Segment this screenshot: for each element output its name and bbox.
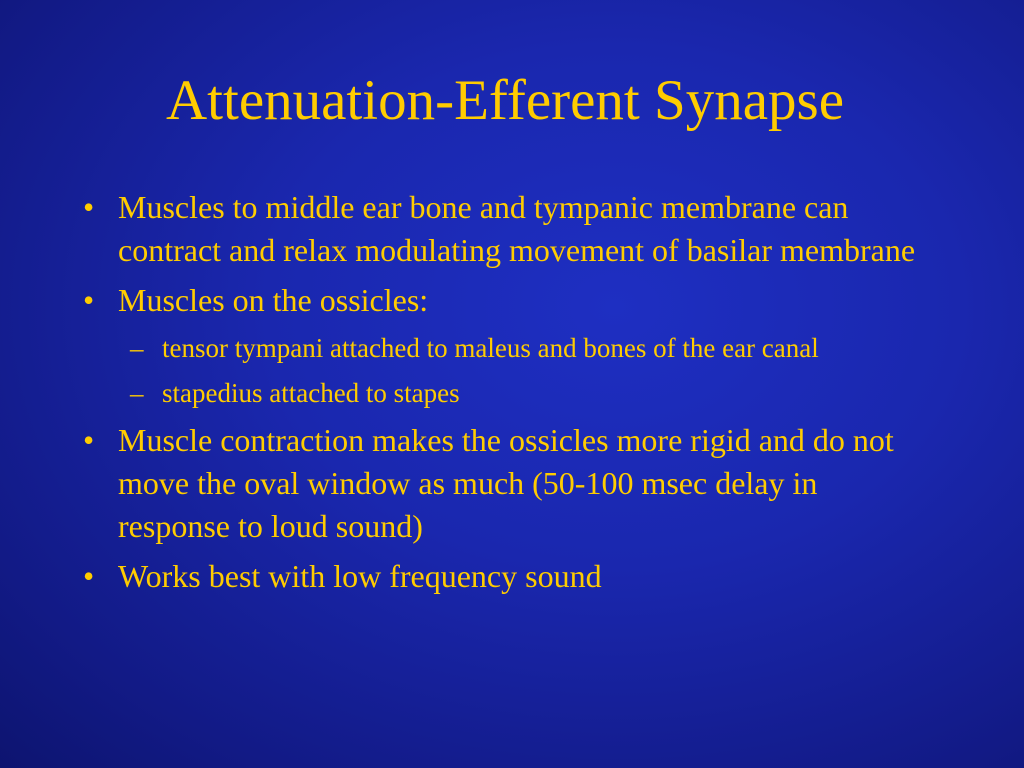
bullet-text: Muscle contraction makes the ossicles more rigid and do not move the oval window as much (50-100 msec delay in response to loud sound) [118,422,894,544]
bullet-item [0,419,918,548]
bullet-item [0,186,918,272]
sub-bullet-text: stapedius attached to stapes [162,378,460,408]
bullet-marker: • [83,189,95,225]
bullet-marker: • [83,282,95,318]
slide-title: Attenuation-Efferent Synapse [166,69,844,132]
sub-bullet-marker: – [130,378,144,408]
bullet-marker: • [83,422,95,458]
sub-bullet-text: tensor tympani attached to maleus and bones of the ear canal [162,333,819,363]
bullet-marker: • [83,558,95,594]
bullet-text: Muscles on the ossicles: [118,282,429,318]
bullet-item [0,279,918,322]
sub-bullet-marker: – [130,333,144,363]
bullet-text: Works best with low frequency sound [118,558,602,594]
bullet-text: Muscles to middle ear bone and tympanic membrane can contract and relax modulating movement of basilar membrane [118,189,916,268]
bullet-item [0,555,918,598]
sub-bullet-item [0,329,922,368]
sub-bullet-item [0,374,922,413]
bullet-list [0,186,1024,605]
